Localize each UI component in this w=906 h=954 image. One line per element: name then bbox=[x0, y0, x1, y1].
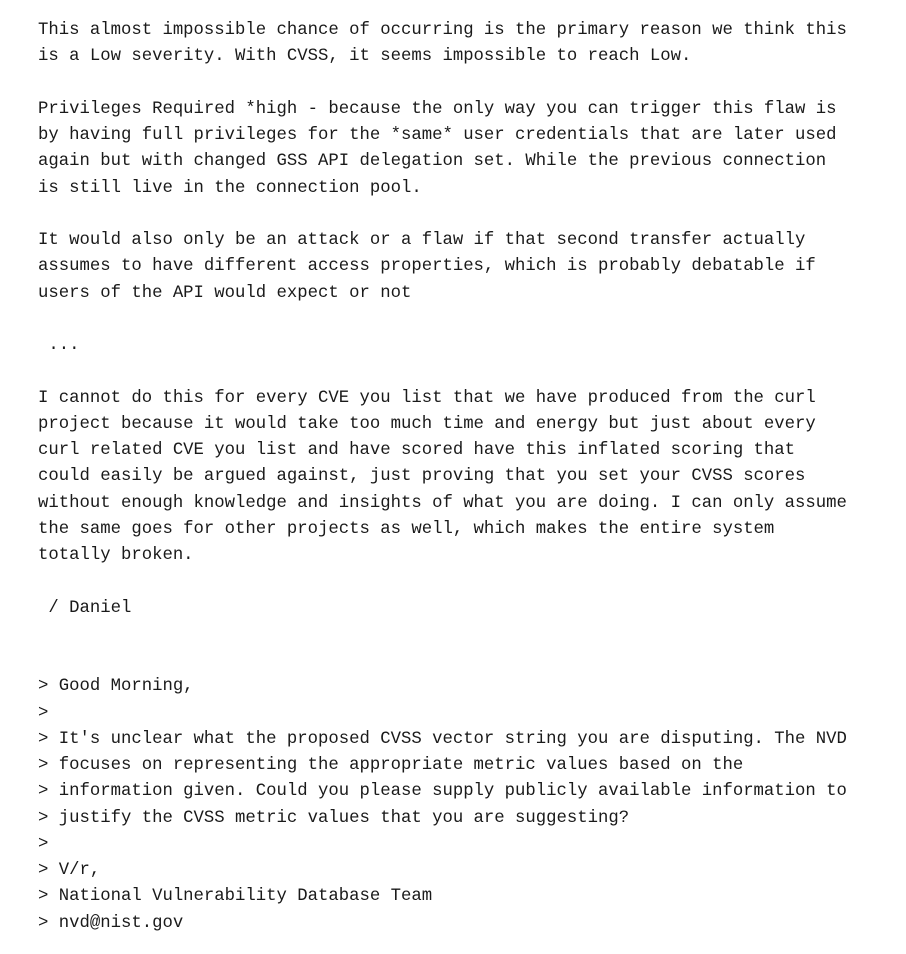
body-line: I cannot do this for every CVE you list that we have produced from the curl bbox=[38, 388, 816, 408]
blank-line bbox=[38, 569, 847, 595]
body-line: assumes to have different access properties, which is probably debatable if bbox=[38, 257, 816, 277]
body-line: is a Low severity. With CVSS, it seems impossible to reach Low. bbox=[38, 47, 692, 67]
quoted-email-line: > nvd@nist.gov bbox=[38, 913, 184, 933]
body-line: users of the API would expect or not bbox=[38, 283, 412, 303]
body-line: It would also only be an attack or a flaw if that second transfer actually bbox=[38, 231, 806, 250]
body-line: totally broken. bbox=[38, 546, 194, 565]
quoted-line: > information given. Could you please supply publicly available information to bbox=[38, 782, 847, 802]
email-body bbox=[38, 18, 847, 937]
body-line: by having full privileges for the *same* user credentials that are later used bbox=[38, 126, 837, 145]
body-line: again but with changed GSS API delegation set. While the previous connection bbox=[38, 152, 827, 172]
body-line: could easily be argued against, just proving that you set your CVSS scores bbox=[38, 467, 806, 487]
blank-line bbox=[38, 648, 847, 674]
quoted-line: > National Vulnerability Database Team bbox=[38, 887, 433, 907]
quoted-line: > bbox=[38, 703, 49, 723]
body-line: This almost impossible chance of occurring is the primary reason we think this bbox=[38, 21, 847, 40]
body-line: is still live in the connection pool. bbox=[38, 178, 422, 198]
blank-line bbox=[38, 307, 847, 333]
quoted-line: > justify the CVSS metric values that you are suggesting? bbox=[38, 808, 630, 828]
blank-line bbox=[38, 202, 847, 228]
ellipsis-line: ... bbox=[38, 336, 80, 355]
body-line: without enough knowledge and insights of what you are doing. I can only assume bbox=[38, 493, 847, 513]
body-line: project because it would take too much time and energy but just about every bbox=[38, 414, 816, 434]
quoted-line: > focuses on representing the appropriate metric values based on the bbox=[38, 756, 744, 775]
signature-line: / Daniel bbox=[38, 598, 132, 618]
body-line: curl related CVE you list and have scored have this inflated scoring that bbox=[38, 441, 796, 460]
quoted-line: > bbox=[38, 834, 49, 854]
blank-line bbox=[38, 359, 847, 385]
blank-line bbox=[38, 622, 847, 648]
quoted-line: > It's unclear what the proposed CVSS vector string you are disputing. The NVD bbox=[38, 729, 847, 749]
blank-line bbox=[38, 71, 847, 97]
body-line: the same goes for other projects as well, which makes the entire system bbox=[38, 519, 775, 539]
quoted-line: > Good Morning, bbox=[38, 677, 194, 697]
quoted-line: > V/r, bbox=[38, 861, 101, 880]
body-line: Privileges Required *high - because the only way you can trigger this flaw is bbox=[38, 99, 837, 119]
